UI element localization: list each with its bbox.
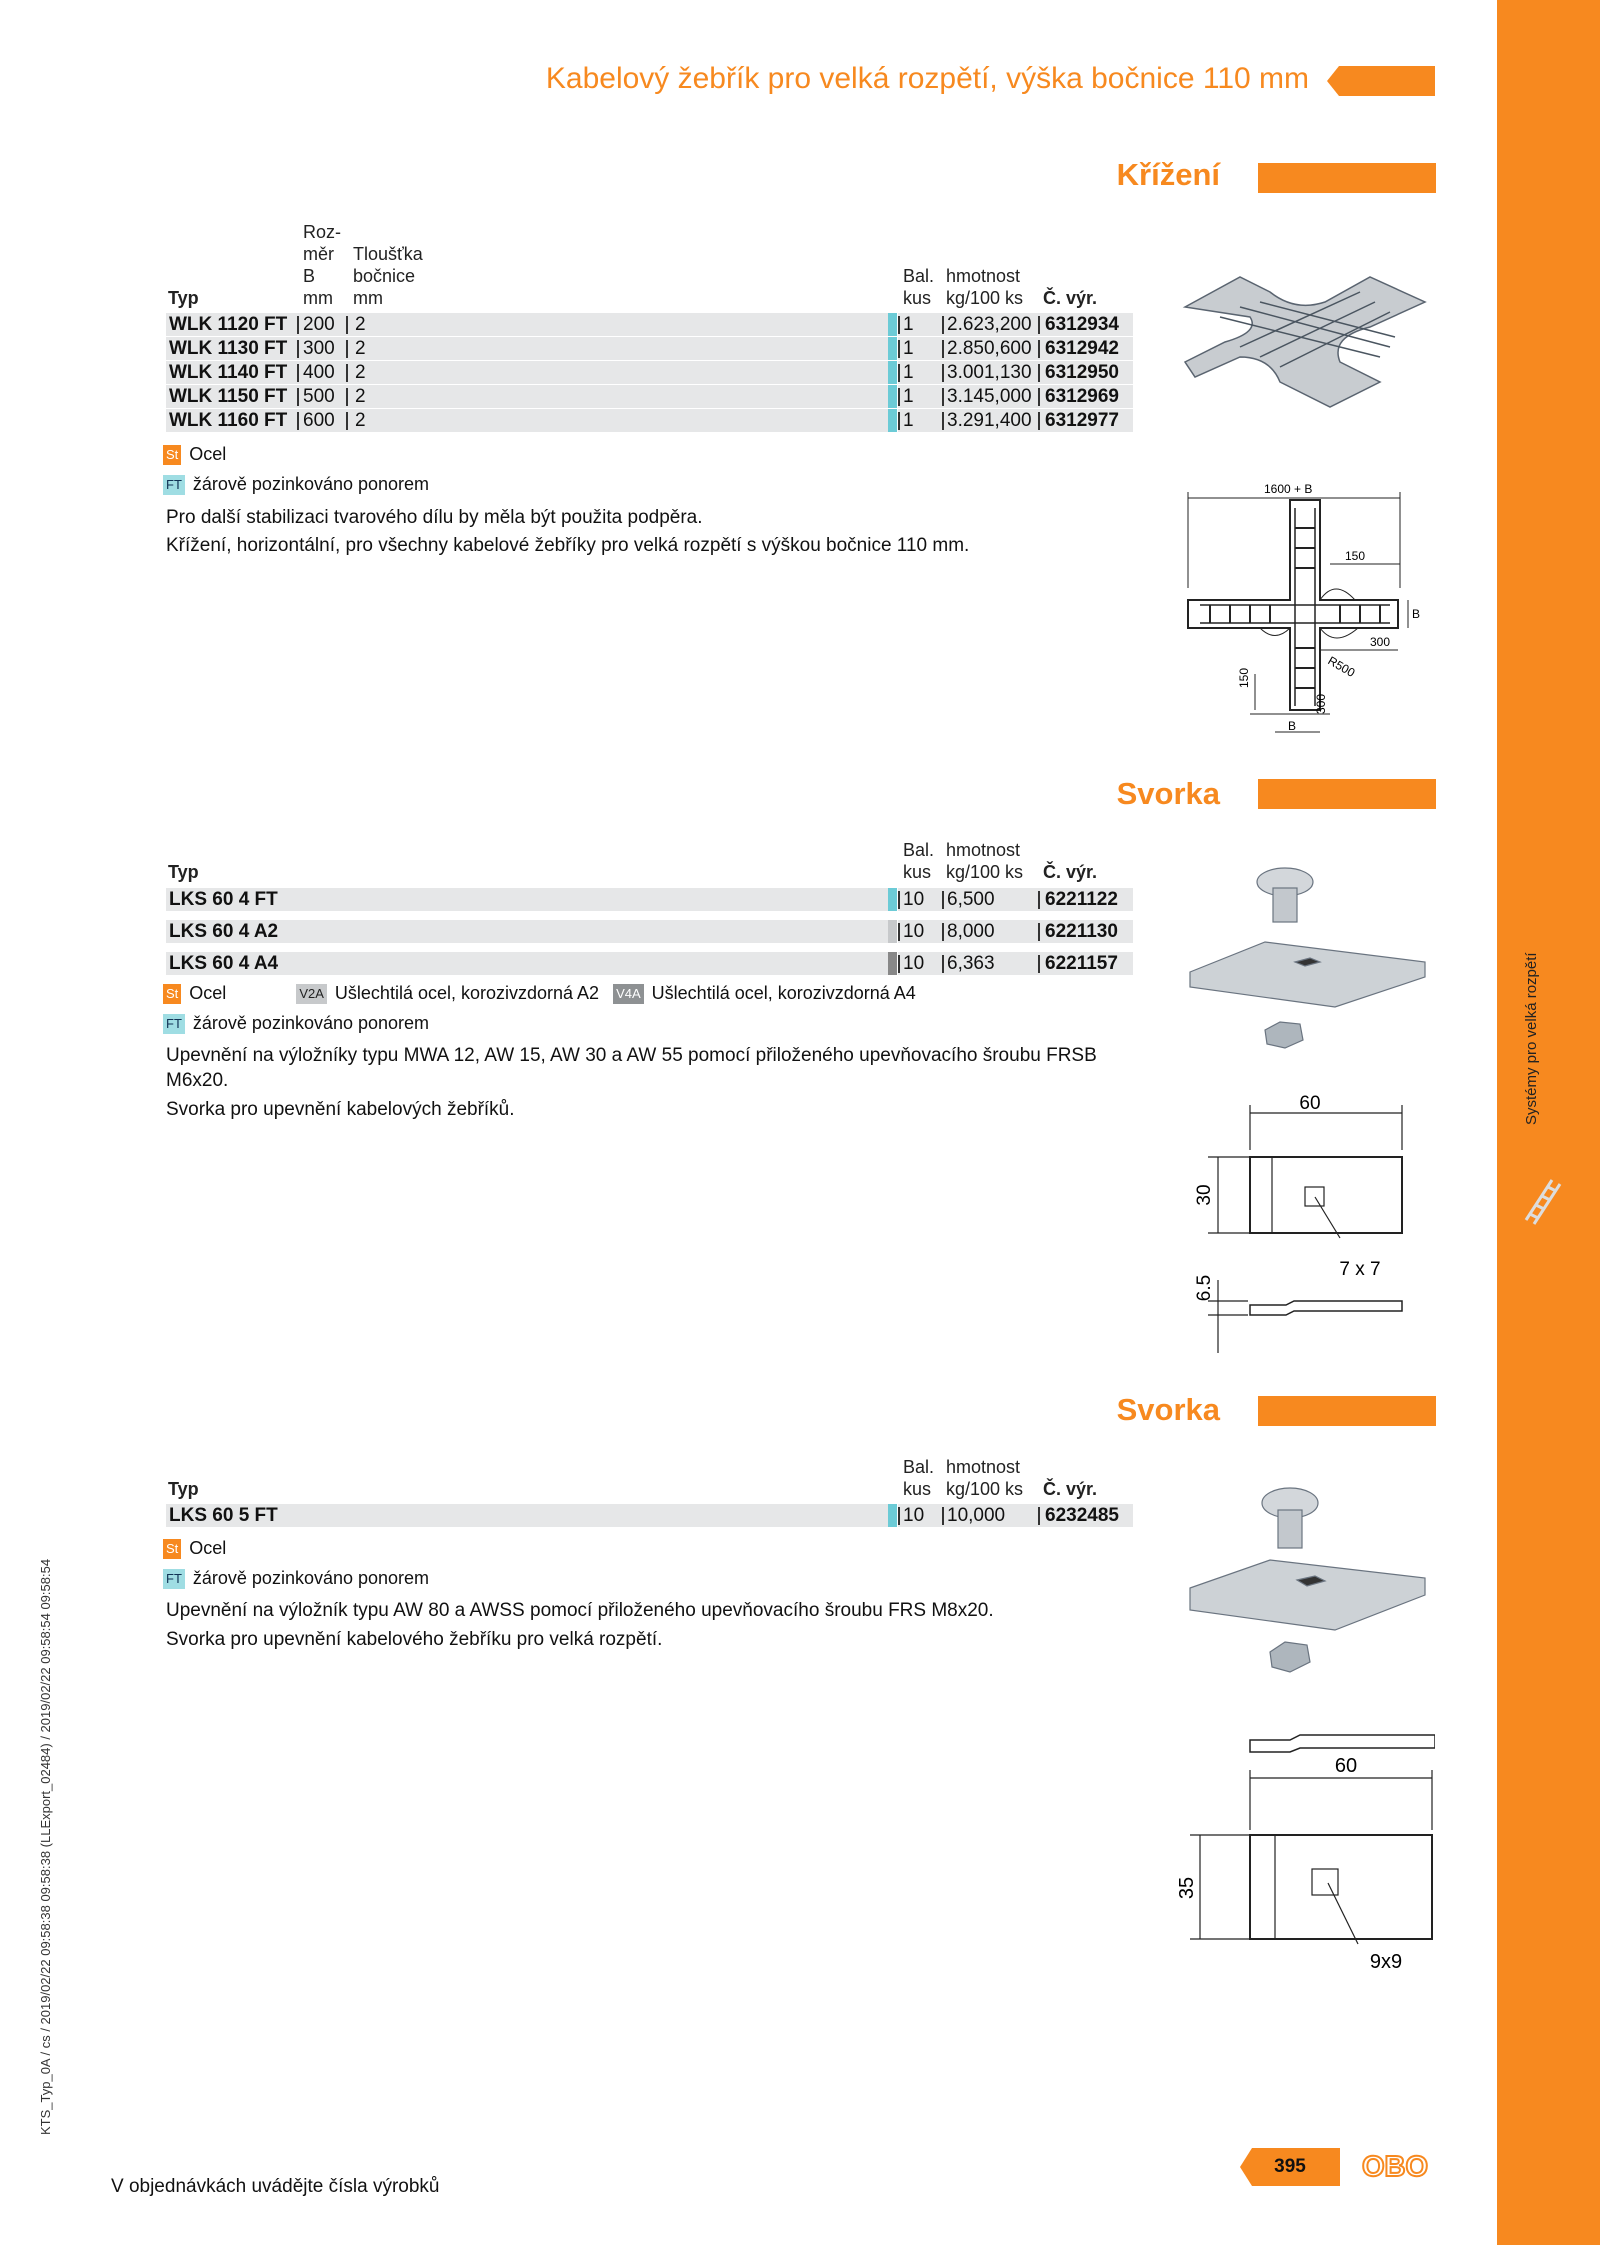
description-line: Křížení, horizontální, pro všechny kabelové žebříky pro velká rozpětí s výškou bočnice 110 mm. — [166, 535, 970, 556]
col-header-bal: Bal. kus — [903, 1457, 935, 1499]
column-separator — [942, 955, 944, 973]
weight: 3.001,130 — [947, 362, 1032, 383]
column-separator — [1038, 955, 1040, 973]
dimension-label: 30 — [1194, 1184, 1215, 1206]
material-tag-st: St — [163, 445, 181, 465]
col-header-cvyr: Č. výr. — [1043, 862, 1098, 882]
weight: 3.145,000 — [947, 386, 1032, 407]
ft-marker — [888, 337, 897, 360]
column-separator — [898, 316, 900, 334]
article-number: 6312942 — [1045, 338, 1119, 359]
column-separator — [346, 364, 348, 382]
ft-marker — [888, 385, 897, 408]
legend-ft: FT žárově pozinkováno ponorem — [163, 473, 429, 495]
ft-marker — [888, 313, 897, 336]
section-accent-bar — [1258, 163, 1436, 193]
column-separator — [942, 364, 944, 382]
product-type: WLK 1120 FT — [169, 314, 288, 335]
column-separator — [942, 1507, 944, 1525]
table-row — [166, 361, 1133, 384]
table-row — [166, 409, 1133, 432]
column-separator — [942, 388, 944, 406]
col-header-typ: Typ — [168, 288, 199, 308]
pack-qty: 1 — [903, 386, 914, 407]
page-title: Kabelový žebřík pro velká rozpětí, výška bočnice 110 mm — [545, 62, 1309, 95]
section-accent-bar — [1258, 1396, 1436, 1426]
description-line: Svorka pro upevnění kabelového žebříku pro velká rozpětí. — [166, 1629, 663, 1650]
clamp-dimension-drawing — [1160, 1720, 1435, 1990]
dimension-b: 200 — [303, 314, 335, 335]
weight: 2.623,200 — [947, 314, 1032, 335]
dimension-label: B — [1412, 607, 1421, 621]
side-thickness: 2 — [355, 386, 366, 407]
weight: 8,000 — [947, 921, 995, 942]
column-separator — [898, 1507, 900, 1525]
table-row — [166, 952, 1133, 975]
column-separator — [1038, 364, 1040, 382]
column-separator — [1038, 1507, 1040, 1525]
orange-sidebar — [1497, 0, 1600, 2245]
clamp-dimension-drawing — [1190, 1095, 1430, 1360]
description-line: Upevnění na výložník typu AW 80 a AWSS pomocí přiloženého upevňovacího šroubu FRS M8x20. — [166, 1600, 994, 1621]
dimension-label: 9x9 — [1369, 1951, 1403, 1973]
article-number: 6312977 — [1045, 410, 1119, 431]
dimension-label: 60 — [1334, 1755, 1358, 1777]
section-title-svorka: Svorka — [1116, 776, 1220, 811]
ft-marker — [888, 361, 897, 384]
clamp-product-image — [1185, 1480, 1430, 1690]
material-marker — [888, 952, 897, 975]
col-header-bal: Bal. kus — [903, 266, 935, 308]
dimension-b: 600 — [303, 410, 335, 431]
material-tag-v4a: V4A — [613, 984, 644, 1004]
pack-qty: 10 — [903, 889, 925, 910]
material-tag-st: St — [163, 1539, 181, 1559]
side-thickness: 2 — [355, 362, 366, 383]
legend-ft: FT žárově pozinkováno ponorem — [163, 1567, 429, 1589]
side-thickness: 2 — [355, 314, 366, 335]
col-header-cvyr: Č. výr. — [1043, 288, 1098, 308]
material-tag-st: St — [163, 984, 181, 1004]
column-separator — [898, 388, 900, 406]
finish-tag-ft: FT — [163, 1014, 185, 1034]
weight: 6,500 — [947, 889, 995, 910]
pack-qty: 1 — [903, 410, 914, 431]
col-header-typ: Typ — [168, 1479, 199, 1499]
column-separator — [942, 340, 944, 358]
table-row — [166, 337, 1133, 360]
column-separator — [346, 340, 348, 358]
column-separator — [1038, 388, 1040, 406]
title-accent-bar — [1327, 66, 1435, 96]
column-separator — [942, 412, 944, 430]
dimension-label: 7 x 7 — [1339, 1259, 1381, 1280]
column-separator — [1038, 891, 1040, 909]
product-type: LKS 60 4 A2 — [169, 921, 279, 942]
weight: 10,000 — [947, 1505, 1006, 1526]
sidebar-category-label: Systémy pro velká rozpětí — [1523, 952, 1540, 1125]
col-header-rozmer: Roz- měr B mm — [303, 222, 342, 308]
weight: 3.291,400 — [947, 410, 1032, 431]
dimension-label: 150 — [1237, 667, 1251, 688]
col-header-cvyr: Č. výr. — [1043, 1479, 1098, 1499]
column-separator — [297, 388, 299, 406]
dimension-label: 300 — [1370, 635, 1391, 649]
pack-qty: 1 — [903, 362, 914, 383]
column-separator — [297, 316, 299, 334]
col-header-tloustka: Tloušťka bočnice mm — [353, 244, 423, 308]
footer-note: V objednávkách uvádějte čísla výrobků — [111, 2176, 440, 2197]
column-separator — [1038, 412, 1040, 430]
dimension-label: 6.5 — [1194, 1274, 1215, 1302]
legend-steel: St Ocel — [163, 1537, 226, 1559]
pack-qty: 10 — [903, 953, 925, 974]
table-row — [166, 888, 1133, 911]
column-separator — [346, 412, 348, 430]
article-number: 6221122 — [1045, 889, 1118, 910]
pack-qty: 1 — [903, 338, 914, 359]
section-accent-bar — [1258, 779, 1436, 809]
column-separator — [898, 955, 900, 973]
product-type: WLK 1150 FT — [169, 386, 288, 407]
dimension-label: 60 — [1299, 1095, 1321, 1114]
material-tag-v2a: V2A — [296, 984, 327, 1004]
column-separator — [898, 364, 900, 382]
table-row — [166, 920, 1133, 943]
clamp-product-image — [1185, 862, 1430, 1062]
side-thickness: 2 — [355, 410, 366, 431]
legend-steel: St Ocel — [163, 443, 226, 465]
column-separator — [942, 891, 944, 909]
pack-qty: 1 — [903, 314, 914, 335]
column-separator — [297, 340, 299, 358]
col-header-hmotnost: hmotnost kg/100 ks — [946, 840, 1024, 882]
pack-qty: 10 — [903, 1505, 925, 1526]
legend-materials: St Ocel V2A Ušlechtilá ocel, korozivzdorná A2 V4A Ušlechtilá ocel, korozivzdorná A4 — [163, 982, 916, 1004]
description-line: Svorka pro upevnění kabelových žebříků. — [166, 1099, 515, 1120]
column-separator — [898, 340, 900, 358]
cross-dimension-drawing — [1180, 478, 1430, 748]
article-number: 6312969 — [1045, 386, 1119, 407]
article-number: 6312950 — [1045, 362, 1119, 383]
dimension-label: 35 — [1176, 1876, 1198, 1900]
dimension-b: 400 — [303, 362, 335, 383]
column-separator — [898, 891, 900, 909]
page-number: 395 — [1274, 2156, 1306, 2177]
table-row — [166, 313, 1133, 336]
article-number: 6232485 — [1045, 1505, 1119, 1526]
column-separator — [1038, 923, 1040, 941]
legend-ft: FT žárově pozinkováno ponorem — [163, 1012, 429, 1034]
product-type: WLK 1130 FT — [169, 338, 288, 359]
col-header-hmotnost: hmotnost kg/100 ks — [946, 1457, 1024, 1499]
product-type: WLK 1140 FT — [169, 362, 288, 383]
dimension-b: 300 — [303, 338, 335, 359]
column-separator — [942, 923, 944, 941]
dimension-b: 500 — [303, 386, 335, 407]
column-separator — [346, 316, 348, 334]
col-header-typ: Typ — [168, 862, 199, 882]
brand-text: OBO — [1361, 2151, 1429, 2181]
table-row — [166, 385, 1133, 408]
weight: 2.850,600 — [947, 338, 1032, 359]
product-type: WLK 1160 FT — [169, 410, 288, 431]
cross-piece-image — [1180, 262, 1432, 412]
dimension-label: B — [1288, 719, 1297, 733]
description-line: Upevnění na výložníky typu MWA 12, AW 15, AW 30 a AW 55 pomocí přiloženého upevňovacího šroubu FRSB M6x20. — [166, 1045, 1097, 1091]
column-separator — [297, 412, 299, 430]
weight: 6,363 — [947, 953, 995, 974]
column-separator — [297, 364, 299, 382]
finish-tag-ft: FT — [163, 1569, 185, 1589]
article-number: 6221130 — [1045, 921, 1118, 942]
obo-logo — [1355, 2151, 1435, 2181]
column-separator — [346, 388, 348, 406]
col-header-hmotnost: hmotnost kg/100 ks — [946, 266, 1024, 308]
document-code: KTS_Typ_0A / cs / 2019/02/22 09:58:38 09:58:38 (LLExport_02484) / 2019/02/22 09:58:54 09:58:54 — [38, 1558, 53, 2135]
column-separator — [1038, 316, 1040, 334]
material-marker — [888, 888, 897, 911]
section-title-krizeni: Křížení — [1116, 157, 1220, 192]
product-type: LKS 60 4 FT — [169, 889, 278, 910]
ft-marker — [888, 1504, 897, 1527]
article-number: 6312934 — [1045, 314, 1119, 335]
material-marker — [888, 920, 897, 943]
product-type: LKS 60 5 FT — [169, 1505, 278, 1526]
column-separator — [942, 316, 944, 334]
section-title-svorka: Svorka — [1116, 1392, 1220, 1427]
dimension-label: 1600 + B — [1264, 482, 1313, 496]
table-row — [166, 1504, 1133, 1527]
dimension-label: 300 — [1314, 693, 1328, 714]
product-type: LKS 60 4 A4 — [169, 953, 279, 974]
column-separator — [898, 923, 900, 941]
dimension-label: 150 — [1345, 549, 1366, 563]
description-line: Pro další stabilizaci tvarového dílu by měla být použita podpěra. — [166, 507, 703, 528]
article-number: 6221157 — [1045, 953, 1118, 974]
pack-qty: 10 — [903, 921, 925, 942]
col-header-bal: Bal. kus — [903, 840, 935, 882]
finish-tag-ft: FT — [163, 475, 185, 495]
ft-marker — [888, 409, 897, 432]
dimension-label: R500 — [1325, 653, 1358, 680]
column-separator — [898, 412, 900, 430]
column-separator — [1038, 340, 1040, 358]
side-thickness: 2 — [355, 338, 366, 359]
cable-ladder-icon — [1522, 1170, 1562, 1230]
